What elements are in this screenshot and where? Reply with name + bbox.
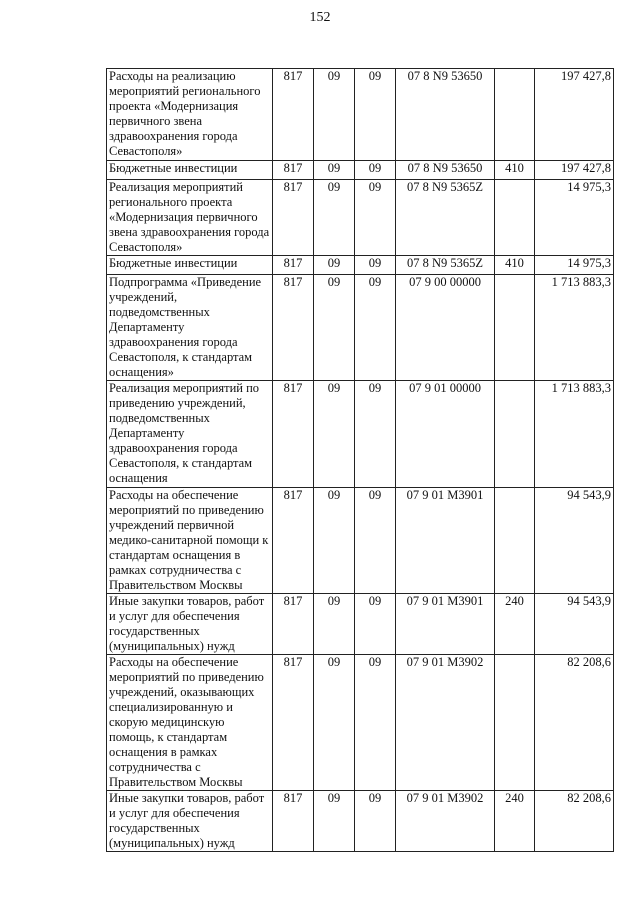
table-row (107, 256, 614, 275)
row-pr-cell: 09 (355, 488, 396, 594)
row-pr-cell: 09 (355, 161, 396, 180)
row-name-cell: Бюджетные инвестиции (107, 161, 273, 180)
row-csr-cell: 07 9 00 00000 (396, 275, 495, 381)
row-name-cell: Реализация мероприятий регионального проекта «Модернизация первичного звена здравоохранения города Севастополя» (107, 180, 273, 256)
row-vr-cell (495, 655, 535, 791)
row-sum-cell: 82 208,6 (535, 791, 614, 852)
table-row (107, 594, 614, 655)
row-csr-cell: 07 8 N9 5365Z (396, 256, 495, 275)
table-row (107, 180, 614, 256)
row-vr-cell (495, 69, 535, 161)
row-ved-cell: 817 (273, 791, 314, 852)
row-csr-cell: 07 9 01 00000 (396, 381, 495, 488)
table-row (107, 275, 614, 381)
row-name-cell: Расходы на обеспечение мероприятий по приведению учреждений первичной медико-санитарной помощи к стандартам оснащения в рамках сотрудничества с Правительством Москвы (107, 488, 273, 594)
row-pr-cell: 09 (355, 381, 396, 488)
row-name-cell: Расходы на реализацию мероприятий регионального проекта «Модернизация первичного звена здравоохранения города Севастополя» (107, 69, 273, 161)
page-number: 152 (309, 10, 331, 25)
row-csr-cell: 07 8 N9 5365Z (396, 180, 495, 256)
row-rz-cell: 09 (314, 655, 355, 791)
table-row (107, 69, 614, 161)
budget-table (106, 68, 614, 852)
row-sum-cell: 14 975,3 (535, 180, 614, 256)
row-ved-cell: 817 (273, 594, 314, 655)
row-rz-cell: 09 (314, 161, 355, 180)
row-name-cell: Иные закупки товаров, работ и услуг для обеспечения государственных (муниципальных) нужд (107, 791, 273, 852)
row-vr-cell: 410 (495, 256, 535, 275)
budget-table-body (107, 69, 614, 852)
row-rz-cell: 09 (314, 488, 355, 594)
row-ved-cell: 817 (273, 180, 314, 256)
row-rz-cell: 09 (314, 594, 355, 655)
row-name-cell: Подпрограмма «Приведение учреждений, подведомственных Департаменту здравоохранения города Севастополя, к стандартам оснащения» (107, 275, 273, 381)
row-pr-cell: 09 (355, 594, 396, 655)
row-sum-cell: 82 208,6 (535, 655, 614, 791)
row-vr-cell (495, 381, 535, 488)
row-pr-cell: 09 (355, 791, 396, 852)
row-csr-cell: 07 8 N9 53650 (396, 69, 495, 161)
row-sum-cell: 94 543,9 (535, 594, 614, 655)
table-row (107, 655, 614, 791)
row-name-cell: Бюджетные инвестиции (107, 256, 273, 275)
table-row (107, 381, 614, 488)
row-pr-cell: 09 (355, 256, 396, 275)
row-csr-cell: 07 8 N9 53650 (396, 161, 495, 180)
row-sum-cell: 14 975,3 (535, 256, 614, 275)
row-ved-cell: 817 (273, 69, 314, 161)
row-csr-cell: 07 9 01 М3902 (396, 791, 495, 852)
row-name-cell: Расходы на обеспечение мероприятий по приведению учреждений, оказывающих специализированную и скорую медицинскую помощь, к стандартам оснащения в рамках сотрудничества с Правительством Москвы (107, 655, 273, 791)
row-sum-cell: 197 427,8 (535, 161, 614, 180)
row-vr-cell: 410 (495, 161, 535, 180)
table-row (107, 791, 614, 852)
row-pr-cell: 09 (355, 655, 396, 791)
row-sum-cell: 1 713 883,3 (535, 381, 614, 488)
row-rz-cell: 09 (314, 791, 355, 852)
row-rz-cell: 09 (314, 256, 355, 275)
row-vr-cell (495, 180, 535, 256)
row-vr-cell (495, 488, 535, 594)
row-name-cell: Иные закупки товаров, работ и услуг для обеспечения государственных (муниципальных) нужд (107, 594, 273, 655)
row-name-cell: Реализация мероприятий по приведению учреждений, подведомственных Департаменту здравоохранения города Севастополя, к стандартам оснащения (107, 381, 273, 488)
row-pr-cell: 09 (355, 69, 396, 161)
row-ved-cell: 817 (273, 256, 314, 275)
row-ved-cell: 817 (273, 381, 314, 488)
row-ved-cell: 817 (273, 655, 314, 791)
row-rz-cell: 09 (314, 180, 355, 256)
row-rz-cell: 09 (314, 69, 355, 161)
table-row (107, 488, 614, 594)
row-ved-cell: 817 (273, 275, 314, 381)
row-vr-cell: 240 (495, 594, 535, 655)
row-sum-cell: 197 427,8 (535, 69, 614, 161)
row-sum-cell: 94 543,9 (535, 488, 614, 594)
row-rz-cell: 09 (314, 275, 355, 381)
row-pr-cell: 09 (355, 275, 396, 381)
row-sum-cell: 1 713 883,3 (535, 275, 614, 381)
row-ved-cell: 817 (273, 161, 314, 180)
row-vr-cell: 240 (495, 791, 535, 852)
row-csr-cell: 07 9 01 М3901 (396, 488, 495, 594)
row-vr-cell (495, 275, 535, 381)
row-ved-cell: 817 (273, 488, 314, 594)
row-csr-cell: 07 9 01 М3901 (396, 594, 495, 655)
row-csr-cell: 07 9 01 М3902 (396, 655, 495, 791)
row-pr-cell: 09 (355, 180, 396, 256)
table-row (107, 161, 614, 180)
row-rz-cell: 09 (314, 381, 355, 488)
